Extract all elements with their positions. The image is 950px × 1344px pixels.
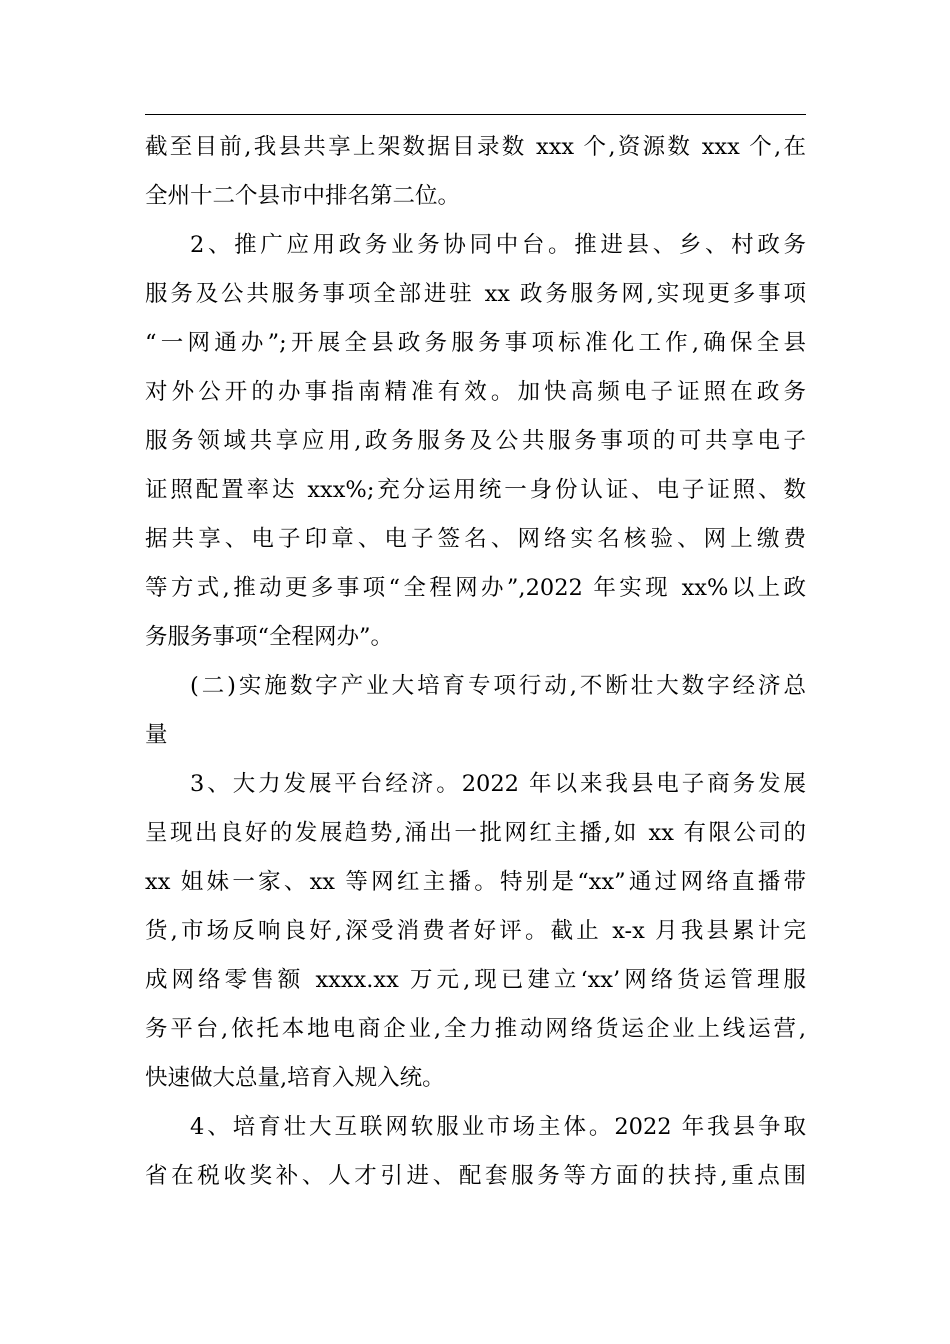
text-line: 证照配置率达 xxx%;充分运用统一身份认证、电子证照、数 bbox=[145, 477, 806, 503]
text-line: 快速做大总量,培育入规入统。 bbox=[145, 1065, 445, 1091]
text-line: 全州十二个县市中排名第二位。 bbox=[145, 183, 461, 209]
paragraph-item-4-software-services bbox=[145, 1103, 806, 1201]
text-line: 等方式,推动更多事项“全程网办”,2022 年实现 xx%以上政 bbox=[145, 575, 806, 601]
document-body bbox=[145, 123, 806, 1201]
paragraph-data-catalog-status bbox=[145, 123, 806, 221]
text-line: 货,市场反响良好,深受消费者好评。截止 x-x 月我县累计完 bbox=[145, 918, 806, 944]
text-line: xx 姐妹一家、xx 等网红主播。特别是“xx”通过网络直播带 bbox=[145, 869, 806, 895]
text-line: (二)实施数字产业大培育专项行动,不断壮大数字经济总 bbox=[190, 673, 806, 699]
text-line: 3、大力发展平台经济。2022 年以来我县电子商务发展 bbox=[190, 771, 806, 797]
text-line: “一网通办”;开展全县政务服务事项标准化工作,确保全县 bbox=[145, 330, 806, 356]
text-line: 2、推广应用政务业务协同中台。推进县、乡、村政务 bbox=[190, 232, 806, 258]
section-heading-digital-industry bbox=[145, 662, 806, 760]
text-line: 服务领域共享应用,政务服务及公共服务事项的可共享电子 bbox=[145, 428, 806, 454]
header-rule bbox=[145, 114, 806, 115]
text-line: 呈现出良好的发展趋势,涌出一批网红主播,如 xx 有限公司的 bbox=[145, 820, 806, 846]
text-line: 务平台,依托本地电商企业,全力推动网络货运企业上线运营, bbox=[145, 1016, 806, 1042]
text-line: 服务及公共服务事项全部进驻 xx 政务服务网,实现更多事项 bbox=[145, 281, 806, 307]
paragraph-item-3-platform-economy bbox=[145, 760, 806, 1103]
text-line: 成网络零售额 xxxx.xx 万元,现已建立‘xx’网络货运管理服 bbox=[145, 967, 806, 993]
text-line: 量 bbox=[145, 722, 168, 748]
text-line: 4、培育壮大互联网软服业市场主体。2022 年我县争取 bbox=[190, 1114, 806, 1140]
paragraph-item-2-collaboration-platform bbox=[145, 221, 806, 662]
text-line: 据共享、电子印章、电子签名、网络实名核验、网上缴费 bbox=[145, 526, 806, 552]
text-line: 省在税收奖补、人才引进、配套服务等方面的扶持,重点围 bbox=[145, 1163, 806, 1189]
text-line: 务服务事项“全程网办”。 bbox=[145, 624, 394, 650]
text-line: 截至目前,我县共享上架数据目录数 xxx 个,资源数 xxx 个,在 bbox=[145, 134, 806, 160]
text-line: 对外公开的办事指南精准有效。加快高频电子证照在政务 bbox=[145, 379, 806, 405]
